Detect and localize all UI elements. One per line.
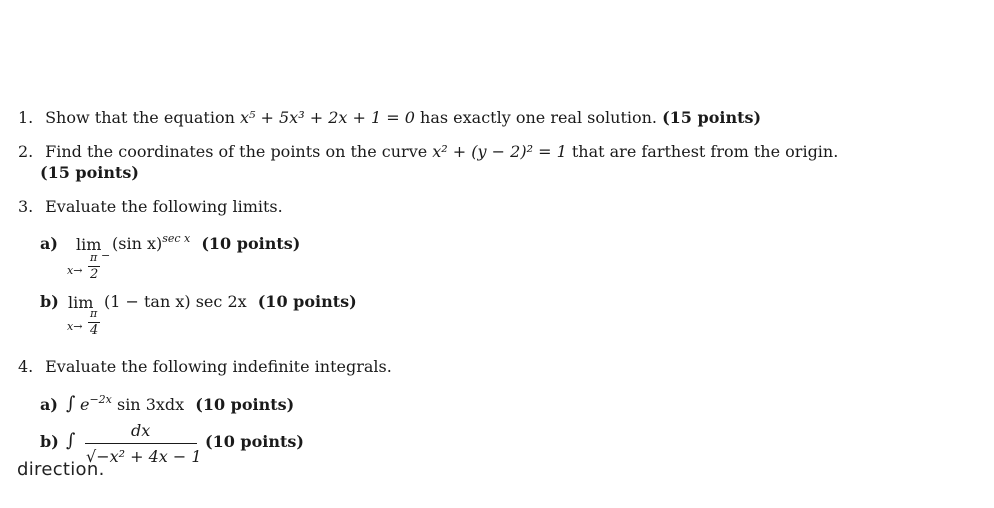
approach-numerator: π	[90, 251, 98, 264]
problem-text: Find the coordinates of the points on the curve	[45, 142, 433, 161]
integral-sign: ∫	[66, 430, 76, 451]
problem-number: 2.	[18, 142, 34, 161]
approach-variable: x→	[67, 320, 83, 333]
problem-number: 1.	[18, 108, 34, 127]
fraction-denominator: √−x² + 4x − 1	[86, 447, 202, 466]
points-label: (15 points)	[662, 108, 762, 127]
points-label: (10 points)	[195, 395, 295, 414]
subpart-label: b)	[40, 432, 59, 451]
lim-operator: lim	[68, 293, 94, 312]
exp-exponent: −2x	[89, 393, 112, 406]
approach-denominator: 4	[90, 323, 99, 338]
subpart-label: a)	[40, 395, 58, 414]
expr-base: (sin x)	[112, 234, 163, 253]
points-label: (10 points)	[257, 292, 357, 311]
lim-operator: lim	[76, 235, 102, 254]
approach-side: −	[101, 249, 111, 262]
fraction-bar	[85, 443, 197, 444]
problem-1	[18, 108, 761, 128]
points-label: (10 points)	[201, 234, 301, 253]
points-label: (15 points)	[40, 163, 139, 182]
approach-variable: x→	[67, 264, 83, 277]
problem-text: Evaluate the following indefinite integrals.	[45, 357, 392, 376]
problem-number: 4.	[18, 357, 34, 376]
expr-exponent: sec x	[162, 232, 191, 245]
problem-number: 3.	[18, 197, 34, 216]
equation: x² + (y − 2)² = 1	[432, 142, 567, 161]
limit-expression	[104, 292, 357, 312]
integrand	[80, 395, 294, 415]
approach-denominator: 2	[90, 267, 99, 282]
equation: x⁵ + 5x³ + 2x + 1 = 0	[239, 108, 415, 127]
subpart-label: a)	[40, 234, 58, 253]
problem-text: Evaluate the following limits.	[45, 197, 283, 216]
points-label: (10 points)	[205, 432, 304, 451]
problem-text: Show that the equation	[45, 108, 240, 127]
integrand-rest: sin 3xdx	[111, 395, 185, 414]
subpart-label: b)	[40, 292, 59, 311]
expr-body: (1 − tan x) sec 2x	[104, 292, 247, 311]
fraction-numerator: dx	[131, 421, 151, 440]
limit-expression	[112, 234, 300, 254]
problem-text-after: that are farthest from the origin.	[571, 142, 839, 161]
problem-4	[18, 357, 392, 377]
exp-base: e	[80, 395, 90, 414]
integral-sign: ∫	[66, 393, 76, 414]
problem-text-after: has exactly one real solution.	[420, 108, 663, 127]
problem-3	[18, 197, 283, 217]
approach-numerator: π	[90, 307, 98, 320]
cropped-text: direction.	[17, 459, 105, 480]
problem-2	[18, 142, 838, 162]
